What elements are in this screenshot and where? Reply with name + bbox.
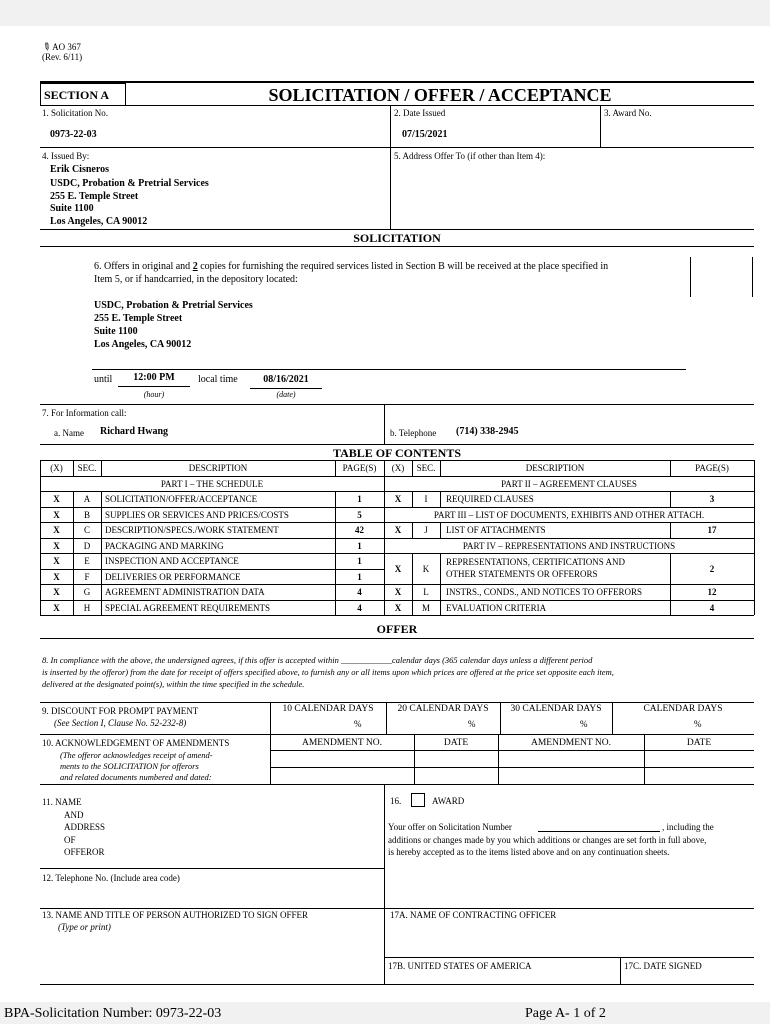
item13-sub: (Type or print) xyxy=(58,922,111,932)
item10-label: 10. ACKNOWLEDGEMENT OF AMENDMENTS xyxy=(42,738,230,748)
divider xyxy=(390,147,391,229)
divider xyxy=(390,105,391,147)
award-label: AWARD xyxy=(432,796,465,806)
toc-pages: 3 xyxy=(709,494,715,504)
toc-desc: PACKAGING AND MARKING xyxy=(105,541,224,551)
item6-text: 6. Offers in original and 2 copies for furnishing the required services listed in Section B will be received at the place specified in xyxy=(94,261,609,272)
item11-label: 11. NAME xyxy=(42,797,82,807)
divider xyxy=(752,257,753,297)
rule xyxy=(270,767,754,768)
toc-pages: 1 xyxy=(357,556,362,566)
toc-part1: PART I – THE SCHEDULE xyxy=(160,479,264,489)
rule xyxy=(40,984,754,985)
form-top-rule xyxy=(40,81,754,83)
toc-part2: PART II – AGREEMENT CLAUSES xyxy=(501,479,637,489)
toc-sec: B xyxy=(83,510,90,520)
toc-pages: 4 xyxy=(357,587,362,597)
toc-header-x: (X) xyxy=(50,463,63,473)
rule xyxy=(40,784,754,785)
copies-count: 2 xyxy=(192,261,198,272)
item10-sub: (The offeror acknowledges receipt of amend- xyxy=(60,750,213,760)
section-label: SECTION A xyxy=(44,88,110,102)
rule xyxy=(40,908,754,909)
item11-label: ADDRESS xyxy=(64,822,106,832)
rule xyxy=(40,553,754,554)
toc-sec: A xyxy=(83,494,91,504)
item8-line: delivered at the designated point(s), within the time specified in the schedule. xyxy=(42,679,305,689)
form-number: ✎ AO 367 xyxy=(39,40,81,55)
toc-header-x: (X) xyxy=(391,463,405,473)
issued-by-line: 255 E. Temple Street xyxy=(50,191,139,202)
rule xyxy=(40,522,754,523)
rule xyxy=(40,491,754,492)
offer-heading: OFFER xyxy=(376,622,418,636)
toc-part4: PART IV – REPRESENTATIONS AND INSTRUCTIONS xyxy=(462,541,676,551)
toc-check: X xyxy=(53,603,60,613)
depository-line: Suite 1100 xyxy=(94,326,138,337)
discount-col: 30 CALENDAR DAYS xyxy=(510,704,602,714)
toc-desc: REPRESENTATIONS, CERTIFICATIONS AND xyxy=(446,557,626,567)
pen-icon: ✎ xyxy=(39,40,53,55)
toc-pages: 42 xyxy=(355,525,364,535)
toc-desc: DESCRIPTION/SPECS./WORK STATEMENT xyxy=(105,525,279,535)
rule xyxy=(384,957,754,958)
toc-part3: PART III – LIST OF DOCUMENTS, EXHIBITS AND OTHER ATTACH. xyxy=(433,510,705,520)
date-caption: (date) xyxy=(276,390,296,399)
contact-name: Richard Hwang xyxy=(100,426,169,437)
toc-heading: TABLE OF CONTENTS xyxy=(332,446,462,460)
toc-header-desc: DESCRIPTION xyxy=(525,463,585,473)
depository-line: Los Angeles, CA 90012 xyxy=(94,339,192,350)
toc-desc: EVALUATION CRITERIA xyxy=(446,603,547,613)
toc-pages: 12 xyxy=(707,587,717,597)
toc-desc: INSPECTION AND ACCEPTANCE xyxy=(105,556,239,566)
contact-telephone: (714) 338-2945 xyxy=(456,426,519,437)
solicitation-number-value: 0973-22-03 xyxy=(50,129,97,140)
percent-sign: % xyxy=(694,719,702,729)
toc-pages: 2 xyxy=(709,564,715,574)
award-text: additions or changes made by you which additions or changes are set forth in full above, xyxy=(388,835,707,845)
percent-sign: % xyxy=(354,719,362,729)
issued-by-line: Suite 1100 xyxy=(50,203,94,214)
toc-check: X xyxy=(394,603,402,613)
toc-header-sec: SEC. xyxy=(416,463,436,473)
toc-pages: 4 xyxy=(357,603,362,613)
rule xyxy=(40,105,754,106)
item17c-label: 17C. DATE SIGNED xyxy=(624,961,702,971)
toc-check: X xyxy=(394,494,402,504)
amend-col: DATE xyxy=(686,738,712,748)
toc-desc: AGREEMENT ADMINISTRATION DATA xyxy=(105,587,265,597)
footer-page-number: Page A- 1 of 2 xyxy=(525,1006,606,1021)
rule xyxy=(40,734,754,735)
form-title: SOLICITATION / OFFER / ACCEPTANCE xyxy=(268,85,612,105)
toc-check: X xyxy=(394,587,402,597)
until-label: until xyxy=(94,374,113,385)
rule xyxy=(40,538,754,539)
divider xyxy=(690,257,691,297)
rule xyxy=(250,388,322,389)
toc-desc: REQUIRED CLAUSES xyxy=(446,494,534,504)
rule xyxy=(40,246,754,247)
toc-check: X xyxy=(53,556,60,566)
discount-col: 10 CALENDAR DAYS xyxy=(282,704,374,714)
toc-sec: I xyxy=(424,494,428,504)
toc-sec: L xyxy=(423,587,429,597)
toc-desc: SUPPLIES OR SERVICES AND PRICES/COSTS xyxy=(105,510,289,520)
rule xyxy=(40,460,754,461)
toc-pages: 5 xyxy=(357,510,362,520)
toc-header-sec: SEC. xyxy=(77,463,97,473)
toc-pages: 1 xyxy=(357,572,362,582)
item4-label: 4. Issued By: xyxy=(42,151,90,161)
item2-label: 2. Date Issued xyxy=(394,108,446,118)
divider xyxy=(101,491,102,615)
rule xyxy=(40,404,754,405)
toc-desc: OTHER STATEMENTS OR OFFERORS xyxy=(446,569,598,579)
rule xyxy=(40,444,754,445)
percent-sign: % xyxy=(468,719,476,729)
rule xyxy=(40,702,754,703)
award-text: is hereby accepted as to the items listed above and on any continuation sheets. xyxy=(388,847,670,857)
toc-sec: D xyxy=(83,541,91,551)
item6-line2: Item 5, or if handcarried, in the depository located: xyxy=(94,274,298,285)
item10-sub: and related documents numbered and dated: xyxy=(60,772,212,782)
toc-check: X xyxy=(394,564,402,574)
item11-label: OF xyxy=(64,835,76,845)
item17b-label: 17B. UNITED STATES OF AMERICA xyxy=(388,961,532,971)
item17a-label: 17A. NAME OF CONTRACTING OFFICER xyxy=(390,910,557,920)
item3-label: 3. Award No. xyxy=(604,108,652,118)
toc-sec: G xyxy=(83,587,91,597)
divider xyxy=(440,491,441,507)
amend-col: AMENDMENT NO. xyxy=(530,738,612,748)
toc-sec: J xyxy=(424,525,428,535)
date-issued-value: 07/15/2021 xyxy=(402,129,448,140)
rule xyxy=(40,476,754,477)
item8-line: 8. In compliance with the above, the undersigned agrees, if this offer is accepted within ____________calendar days (365 calendar days unless a different period xyxy=(42,655,593,665)
rule xyxy=(40,868,384,869)
issued-by-line: USDC, Probation & Pretrial Services xyxy=(50,178,209,189)
footer-solicitation-number: BPA-Solicitation Number: 0973-22-03 xyxy=(4,1006,222,1021)
divider xyxy=(620,957,621,984)
item8-line: is inserted by the offeror) from the date for receipt of offers specified above, to furnish any or all items upon which prices are offered at the price set opposite each item, xyxy=(42,667,614,677)
hour-caption: (hour) xyxy=(143,390,165,399)
divider xyxy=(440,553,441,615)
item13-label: 13. NAME AND TITLE OF PERSON AUTHORIZED TO SIGN OFFER xyxy=(42,910,309,920)
item7-label: 7. For Information call: xyxy=(42,408,127,418)
toc-check: X xyxy=(394,525,402,535)
form-revision: (Rev. 6/11) xyxy=(42,52,83,62)
item9-label: 9. DISCOUNT FOR PROMPT PAYMENT xyxy=(42,706,199,716)
toc-check: X xyxy=(53,541,60,551)
rule xyxy=(118,386,190,387)
toc-desc: LIST OF ATTACHMENTS xyxy=(446,525,546,535)
toc-pages: 1 xyxy=(357,541,362,551)
toc-desc: SPECIAL AGREEMENT REQUIREMENTS xyxy=(105,603,271,613)
toc-sec: C xyxy=(83,525,90,535)
toc-header-pages: PAGE(S) xyxy=(695,463,729,473)
rule xyxy=(40,229,754,230)
rule xyxy=(270,750,754,751)
toc-check: X xyxy=(53,510,60,520)
toc-pages: 17 xyxy=(707,525,717,535)
item5-label: 5. Address Offer To (if other than Item 4): xyxy=(394,151,546,161)
depository-line: 255 E. Temple Street xyxy=(94,313,183,324)
rule xyxy=(40,147,754,148)
item12-label: 12. Telephone No. (Include area code) xyxy=(42,873,180,883)
solicitation-heading: SOLICITATION xyxy=(353,231,441,245)
depository-line: USDC, Probation & Pretrial Services xyxy=(94,300,253,311)
divider xyxy=(600,105,601,147)
divider xyxy=(754,460,755,615)
amend-col: DATE xyxy=(443,738,469,748)
solicitation-number-blank xyxy=(538,831,660,832)
toc-pages: 4 xyxy=(709,603,715,613)
toc-check: X xyxy=(53,587,60,597)
rule xyxy=(40,615,754,616)
telephone-label: b. Telephone xyxy=(390,428,437,438)
toc-sec: K xyxy=(422,564,430,574)
toc-check: X xyxy=(53,525,60,535)
divider xyxy=(384,404,385,444)
toc-check: X xyxy=(53,494,60,504)
toc-desc: INSTRS., CONDS., AND NOTICES TO OFFERORS xyxy=(446,587,642,597)
toc-header-pages: PAGE(S) xyxy=(342,463,377,473)
rule xyxy=(40,507,754,508)
item9-sub: (See Section I, Clause No. 52-232-8) xyxy=(54,718,187,728)
award-text: , including the xyxy=(662,822,714,832)
toc-sec: M xyxy=(421,603,430,613)
rule xyxy=(92,369,686,370)
hour-value: 12:00 PM xyxy=(133,372,175,383)
item11-label: OFFEROR xyxy=(64,847,105,857)
percent-sign: % xyxy=(580,719,588,729)
discount-col: CALENDAR DAYS xyxy=(643,704,723,714)
rule xyxy=(40,584,754,585)
item10-sub: ments to the SOLICITATION for offerors xyxy=(60,761,199,771)
item16-number: 16. xyxy=(390,796,402,806)
rule xyxy=(40,638,754,639)
toc-header-desc: DESCRIPTION xyxy=(188,463,248,473)
toc-desc: SOLICITATION/OFFER/ACCEPTANCE xyxy=(105,494,258,504)
toc-pages: 1 xyxy=(357,494,362,504)
issued-by-line: Erik Cisneros xyxy=(50,164,109,175)
toc-sec: H xyxy=(83,603,91,613)
discount-col: 20 CALENDAR DAYS xyxy=(397,704,489,714)
toc-sec: F xyxy=(84,572,90,582)
toc-sec: E xyxy=(84,556,90,566)
name-label: a. Name xyxy=(54,428,84,438)
item11-label: AND xyxy=(64,810,84,820)
date-value: 08/16/2021 xyxy=(263,374,309,385)
rule xyxy=(40,600,754,601)
award-text: Your offer on Solicitation Number xyxy=(388,822,512,832)
top-toolbar-strip xyxy=(0,0,770,26)
divider xyxy=(440,522,441,538)
award-checkbox[interactable] xyxy=(411,793,425,807)
issued-by-line: Los Angeles, CA 90012 xyxy=(50,216,148,227)
local-time-label: local time xyxy=(198,374,238,385)
amend-col: AMENDMENT NO. xyxy=(301,738,383,748)
toc-desc: DELIVERIES OR PERFORMANCE xyxy=(105,572,241,582)
divider xyxy=(384,784,385,984)
toc-check: X xyxy=(53,572,60,582)
rule xyxy=(40,569,385,570)
item1-label: 1. Solicitation No. xyxy=(42,108,108,118)
